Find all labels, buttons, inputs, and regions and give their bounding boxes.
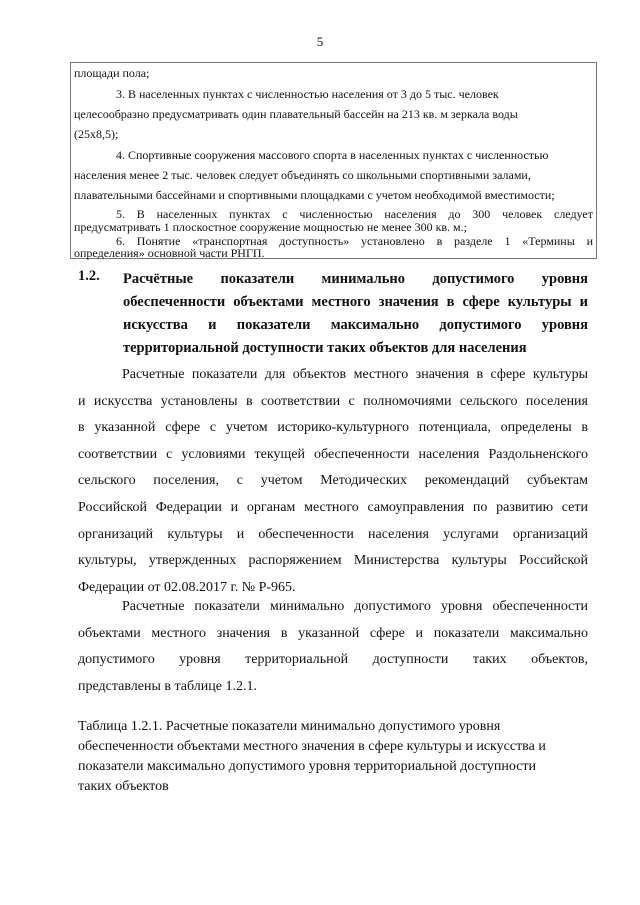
page-number: 5 [316,34,324,49]
note-line: 5. В населенных пунктах с численностью населения до 300 человек следует [116,207,593,221]
section-title-line: территориальной доступности таких объектов для населения [123,340,527,356]
caption-line: показатели максимально допустимого уровня территориальной доступности [78,759,537,774]
paragraph-line: Российской Федерации и органам местного самоуправления по развитию сети [78,499,588,515]
paragraph-line: представлены в таблице 1.2.1. [78,678,257,694]
paragraph-line: организаций культуры и обеспеченности населения услугами организаций [78,526,588,542]
caption-line: обеспеченности объектами местного значения в сфере культуры и искусства и [78,739,546,754]
caption-line: Таблица 1.2.1. Расчетные показатели минимально допустимого уровня [78,719,501,734]
paragraph-line: в указанной сфере с учетом историко-культурного потенциала, определены в [78,420,588,436]
paragraph-line: культуры, утвержденных распоряжением Министерства культуры Российской [78,553,588,569]
note-line: 3. В населенных пунктах с численностью населения от 3 до 5 тыс. человек [116,87,499,101]
section-title-line: Расчётные показатели минимально допустимого уровня [123,271,588,287]
paragraph-line: соответствии с условиями текущей обеспеченности населения Раздольненского [78,446,588,462]
paragraph-line: объектами местного значения в указанной сфере и показатели максимально [78,625,588,641]
paragraph-line: Расчетные показатели для объектов местного значения в сфере культуры [122,367,588,382]
note-line: населения менее 2 тыс. человек следует объединять со школьными спортивными залами, [74,168,531,182]
section-title-line: искусства и показатели максимально допустимого уровня [123,317,588,333]
note-line: 6. Понятие «транспортная доступность» установлено в разделе 1 «Термины и [116,234,593,248]
section-title-line: обеспеченности объектами местного значения в сфере культуры и [123,294,588,310]
note-line: определения» основной части РНГП. [74,246,265,260]
notes-box [70,62,597,259]
note-line: 4. Спортивные сооружения массового спорта в населенных пунктах с численностью [116,148,549,162]
section-number: 1.2. [78,268,100,284]
note-line: предусматривать 1 плоскостное сооружение мощностью не менее 300 кв. м.; [74,220,467,234]
paragraph-line: и искусства установлены в соответствии с полномочиями сельского поселения [78,393,588,409]
caption-line: таких объектов [78,779,169,794]
note-line: плавательными бассейнами и спортивными площадками с учетом необходимой вместимости; [74,188,555,202]
paragraph-line: сельского поселения, с учетом Методических рекомендаций субъектам [78,473,588,489]
paragraph-line: Расчетные показатели минимально допустимого уровня обеспеченности [122,599,588,614]
paragraph-line: Федерации от 02.08.2017 г. № Р-965. [78,579,296,595]
note-line: (25х8,5); [74,127,119,141]
paragraph-2 [78,594,588,700]
note-line: площади пола; [74,66,150,80]
note-line: целесообразно предусматривать один плавательный бассейн на 213 кв. м зеркала воды [74,107,518,121]
paragraph-line: допустимого уровня территориальной доступности таких объектов, [78,652,588,668]
table-caption [78,717,598,797]
paragraph-1 [78,362,588,601]
